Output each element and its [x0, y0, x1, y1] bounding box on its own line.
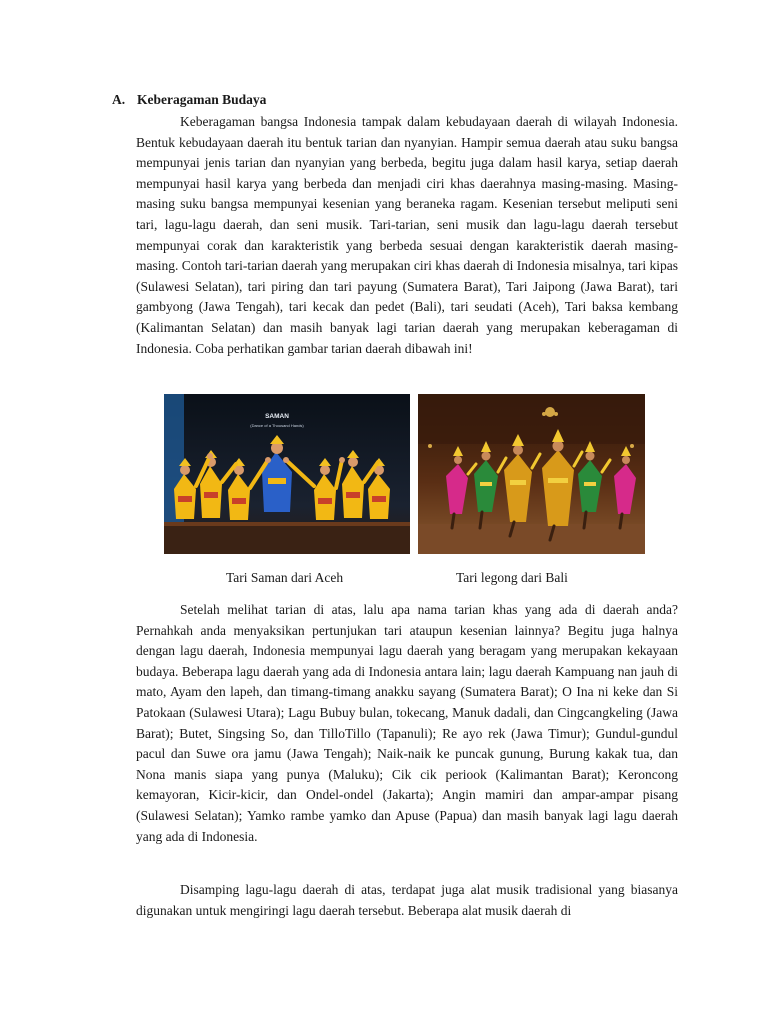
screen-title-text: SAMAN	[265, 413, 289, 420]
screen-subtitle-text: (Dance of a Thousand Hands)	[250, 423, 304, 428]
section-heading	[112, 92, 266, 108]
songs-paragraph: Setelah melihat tarian di atas, lalu apa nama tarian khas yang ada di daerah anda? Pernahkah anda menyaksikan pertunjukan tari ataupun kesenian lainnya? Begitu juga halnya dengan lagu daerah, Indonesia mempunyai lagu daerah yang beragam yang merupakan kekayaan budaya. Beberapa lagu daerah yang ada di Indonesia antara lain; lagu daerah Kampuang nan jauh di mato, Ayam den lapeh, dan timang-timang anakku sayang (Sumatera Barat); O Ina ni keke dan Si Patokaan (Sulawesi Utara); Lagu Bubuy bulan, tokecang, Manuk dadali, dan Cingcangkeling (Jawa Barat); Butet, Singsing So, dan TilloTillo (Tapanuli); Re ayo rek (Jawa Timur); Gundul-gundul pacul dan Suwe ora jamu (Jawa Tengah); Naik-naik ke puncak gunung, Burung kakak tua, dan Nona manis siapa yang punya (Maluku); Cik cik periook (Kalimantan Barat); Keroncong kemayoran, Kicir-kicir, dan Ondel-ondel (Jakarta); Angin mamiri dan ampar-ampar pisang (Sulawesi Selatan); Yamko rambe yamko dan Apuse (Papua) dan masih banyak lagi lagu daerah yang ada di Indonesia.	[136, 602, 678, 844]
saman-photo-illustration	[164, 394, 410, 554]
saman-caption: Tari Saman dari Aceh	[226, 570, 344, 585]
intro-paragraph: Keberagaman bangsa Indonesia tampak dalam kebudayaan daerah di wilayah Indonesia. Bentuk kebudayaan daerah itu bentuk tarian dan nyanyian. Hampir semua daerah atau suku bangsa mempunyai jenis tarian dan nyanyian yang berbeda, begitu juga dalam hasil karya, setiap daerah mempunyai hasil karya yang berbeda dan menjadi ciri khas daerahnya masing-masing. Masing-masing suku bangsa mempunyai kesenian yang beraneka ragam. Kesenian tersebut meliputi seni tari, lagu-lagu daerah, dan seni musik. Tari-tarian, seni musik dan lagu-lagu daerah tersebut mempunyai corak dan karakteristik yang berbeda sesuai dengan karakteristik daerah masing-masing. Contoh tari-tarian daerah yang merupakan ciri khas daerah di Indonesia misalnya, tari kipas (Sulawesi Selatan), tari piring dan tari payung (Sumatera Barat), Tari Jaipong (Jawa Barat), tari gambyong (Jawa Tengah), tari kecak dan pedet (Bali), tari seudati (Aceh), Tari baksa kembang (Kalimantan Selatan) dan masih banyak lagi tarian daerah yang merupakan keberagaman di Indonesia. Coba perhatikan gambar tarian daerah dibawah ini!	[136, 114, 678, 356]
section-title: Keberagaman Budaya	[137, 92, 267, 107]
saman-dance-photo	[164, 394, 410, 554]
section-number: A.	[112, 92, 126, 107]
instruments-paragraph: Disamping lagu-lagu daerah di atas, terdapat juga alat musik tradisional yang biasanya digunakan untuk mengiringi lagu daerah tersebut. Beberapa alat musik daerah di	[136, 882, 678, 918]
legong-photo-illustration	[418, 394, 645, 554]
legong-caption: Tari legong dari Bali	[456, 570, 568, 585]
legong-dance-photo	[418, 394, 645, 554]
